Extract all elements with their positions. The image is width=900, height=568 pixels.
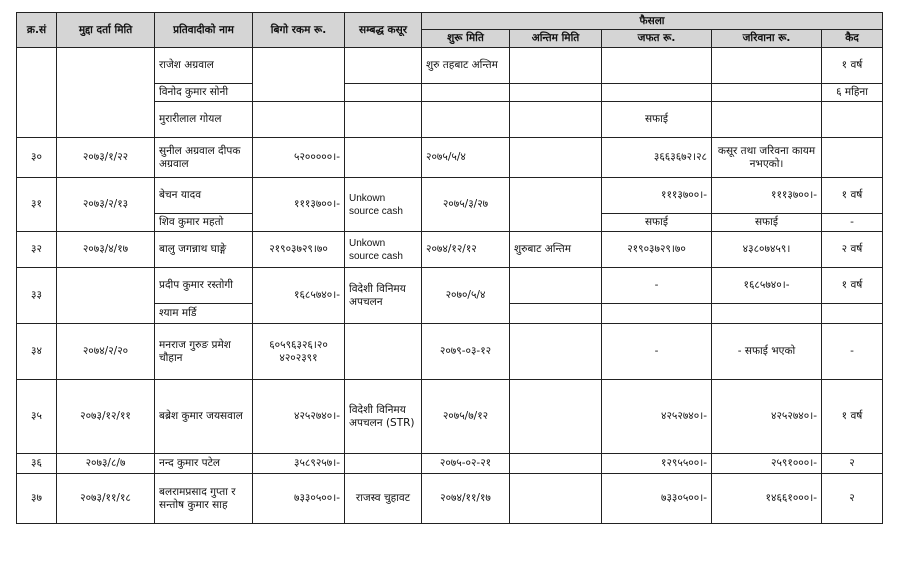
confiscated-cell: सफाई (602, 214, 712, 232)
final-date-cell (510, 138, 602, 178)
sn-cell: ३२ (17, 232, 57, 268)
fine-cell: - सफाई भएको (712, 324, 822, 380)
table-row (17, 324, 883, 380)
prison-cell (822, 304, 883, 324)
sn-cell: ३४ (17, 324, 57, 380)
first-date-cell: २०७५/५/४ (422, 138, 510, 178)
confiscated-cell: सफाई (602, 102, 712, 138)
header-first-date: शुरू मिति (422, 30, 510, 48)
header-final-date: अन्तिम मिति (510, 30, 602, 48)
offence-cell: विदेशी विनिमय अपचलन (STR) (345, 380, 422, 454)
sn-cell: ३७ (17, 474, 57, 524)
first-date-cell: २०७५-०२-२१ (422, 454, 510, 474)
fine-cell: १११३७००।- (712, 178, 822, 214)
first-date-cell: शुरु तहबाट अन्तिम (422, 48, 510, 84)
amount-cell: १११३७००।- (253, 178, 345, 232)
date-cell: २०७४/२/२० (57, 324, 155, 380)
amount-cell (253, 48, 345, 102)
table-row (17, 48, 883, 84)
fine-cell: १४६६१०००।- (712, 474, 822, 524)
date-cell: २०७३/११/१८ (57, 474, 155, 524)
table-row (17, 232, 883, 268)
sn-cell: ३१ (17, 178, 57, 232)
first-date-cell: २०७५/७/१२ (422, 380, 510, 454)
fine-cell: सफाई (712, 214, 822, 232)
defendant-cell: राजेश अग्रवाल (155, 48, 253, 84)
header-case-date: मुद्दा दर्ता मिति (57, 13, 155, 48)
defendant-cell: मुरारीलाल गोयल (155, 102, 253, 138)
fine-cell: कसूर तथा जरिवना कायम नभएको। (712, 138, 822, 178)
prison-cell: ६ महिना (822, 84, 883, 102)
prison-cell: १ वर्ष (822, 178, 883, 214)
amount-cell (253, 102, 345, 138)
confiscated-cell: - (602, 268, 712, 304)
fine-cell (712, 304, 822, 324)
final-date-cell (510, 48, 602, 84)
prison-cell: १ वर्ष (822, 268, 883, 304)
final-date-cell (510, 324, 602, 380)
prison-cell: - (822, 214, 883, 232)
final-date-cell (510, 268, 602, 304)
final-date-cell (510, 84, 602, 102)
defendant-cell: बेचन यादव (155, 178, 253, 214)
offence-cell: विदेशी विनिमय अपचलन (345, 268, 422, 324)
fine-cell (712, 102, 822, 138)
amount-cell: ६०५९६३२६।२० ४२०२३९१ (253, 324, 345, 380)
date-cell: २०७३/२/१३ (57, 178, 155, 232)
offence-cell: Unkown source cash (345, 178, 422, 232)
date-cell (57, 268, 155, 324)
offence-cell: Unkown source cash (345, 232, 422, 268)
defendant-cell: मनराज गुरुङ प्रमेश चौहान (155, 324, 253, 380)
final-date-cell (510, 102, 602, 138)
prison-cell (822, 138, 883, 178)
amount-cell: ३५८९२५७।- (253, 454, 345, 474)
fine-cell: १६८५७४०।- (712, 268, 822, 304)
final-date-cell: शुरुबाट अन्तिम (510, 232, 602, 268)
final-date-cell (510, 178, 602, 232)
defendant-cell: बब्रेश कुमार जयसवाल (155, 380, 253, 454)
offence-cell (345, 84, 422, 102)
prison-cell: १ वर्ष (822, 48, 883, 84)
confiscated-cell: ७३३०५००।- (602, 474, 712, 524)
confiscated-cell (602, 84, 712, 102)
sn-cell: ३५ (17, 380, 57, 454)
header-amount: बिगो रकम रू. (253, 13, 345, 48)
defendant-cell: श्याम मर्डि (155, 304, 253, 324)
final-date-cell (510, 454, 602, 474)
date-cell (57, 48, 155, 138)
date-cell: २०७३/१/२२ (57, 138, 155, 178)
first-date-cell (422, 84, 510, 102)
offence-cell (345, 454, 422, 474)
amount-cell: १६८५७४०।- (253, 268, 345, 324)
sn-cell: ३० (17, 138, 57, 178)
confiscated-cell: १२९५५००।- (602, 454, 712, 474)
header-confiscated: जफत रू. (602, 30, 712, 48)
fine-cell: २५९१०००।- (712, 454, 822, 474)
first-date-cell (422, 102, 510, 138)
offence-cell (345, 138, 422, 178)
date-cell: २०७३/८/७ (57, 454, 155, 474)
confiscated-cell: ४२५२७४०।- (602, 380, 712, 454)
first-date-cell: २०७९-०३-१२ (422, 324, 510, 380)
sn-cell: ३३ (17, 268, 57, 324)
first-date-cell: २०७४/११/१७ (422, 474, 510, 524)
defendant-cell: बलरामप्रसाद गुप्ता र सन्तोष कुमार साह (155, 474, 253, 524)
header-fine: जरिवाना रू. (712, 30, 822, 48)
header-prison: कैद (822, 30, 883, 48)
fine-cell: ४३८०७४५९। (712, 232, 822, 268)
sn-cell: ३६ (17, 454, 57, 474)
sn-cell (17, 48, 57, 138)
amount-cell: २१९०३७२९।७० (253, 232, 345, 268)
table-row (17, 268, 883, 304)
offence-cell (345, 48, 422, 84)
table-row (17, 380, 883, 454)
first-date-cell: २०७०/५/४ (422, 268, 510, 324)
fine-cell (712, 48, 822, 84)
offence-cell (345, 324, 422, 380)
final-date-cell (510, 380, 602, 454)
defendant-cell: नन्द कुमार पटेल (155, 454, 253, 474)
table-row (17, 474, 883, 524)
fine-cell: ४२५२७४०।- (712, 380, 822, 454)
prison-cell: २ (822, 454, 883, 474)
table-row (17, 138, 883, 178)
table-row (17, 454, 883, 474)
offence-cell (345, 102, 422, 138)
header-sn: क्र.सं (17, 13, 57, 48)
confiscated-cell: ३६६३६७२।२८ (602, 138, 712, 178)
first-date-cell: २०७४/१२/१२ (422, 232, 510, 268)
amount-cell: ४२५२७४०।- (253, 380, 345, 454)
date-cell: २०७३/४/१७ (57, 232, 155, 268)
header-verdict: फैसला (422, 13, 883, 30)
prison-cell (822, 102, 883, 138)
defendant-cell: शिव कुमार महतो (155, 214, 253, 232)
date-cell: २०७३/१२/११ (57, 380, 155, 454)
offence-cell: राजस्व चुहावट (345, 474, 422, 524)
header-row-1 (17, 13, 883, 30)
case-table (16, 12, 883, 524)
confiscated-cell: २१९०३७२९।७० (602, 232, 712, 268)
prison-cell: १ वर्ष (822, 380, 883, 454)
amount-cell: ५२०००००।- (253, 138, 345, 178)
prison-cell: २ (822, 474, 883, 524)
table-row (17, 178, 883, 214)
confiscated-cell: - (602, 324, 712, 380)
confiscated-cell: १११३७००।- (602, 178, 712, 214)
amount-cell: ७३३०५००।- (253, 474, 345, 524)
defendant-cell: बालु जगन्नाथ घाङ्गे (155, 232, 253, 268)
final-date-cell (510, 304, 602, 324)
defendant-cell: प्रदीप कुमार रस्तोगी (155, 268, 253, 304)
confiscated-cell (602, 304, 712, 324)
confiscated-cell (602, 48, 712, 84)
defendant-cell: सुनील अग्रवाल दीपक अग्रवाल (155, 138, 253, 178)
fine-cell (712, 84, 822, 102)
prison-cell: - (822, 324, 883, 380)
header-offence: सम्बद्ध कसूर (345, 13, 422, 48)
final-date-cell (510, 474, 602, 524)
first-date-cell: २०७५/३/२७ (422, 178, 510, 232)
defendant-cell: विनोद कुमार सोनी (155, 84, 253, 102)
header-defendant: प्रतिवादीको नाम (155, 13, 253, 48)
prison-cell: २ वर्ष (822, 232, 883, 268)
